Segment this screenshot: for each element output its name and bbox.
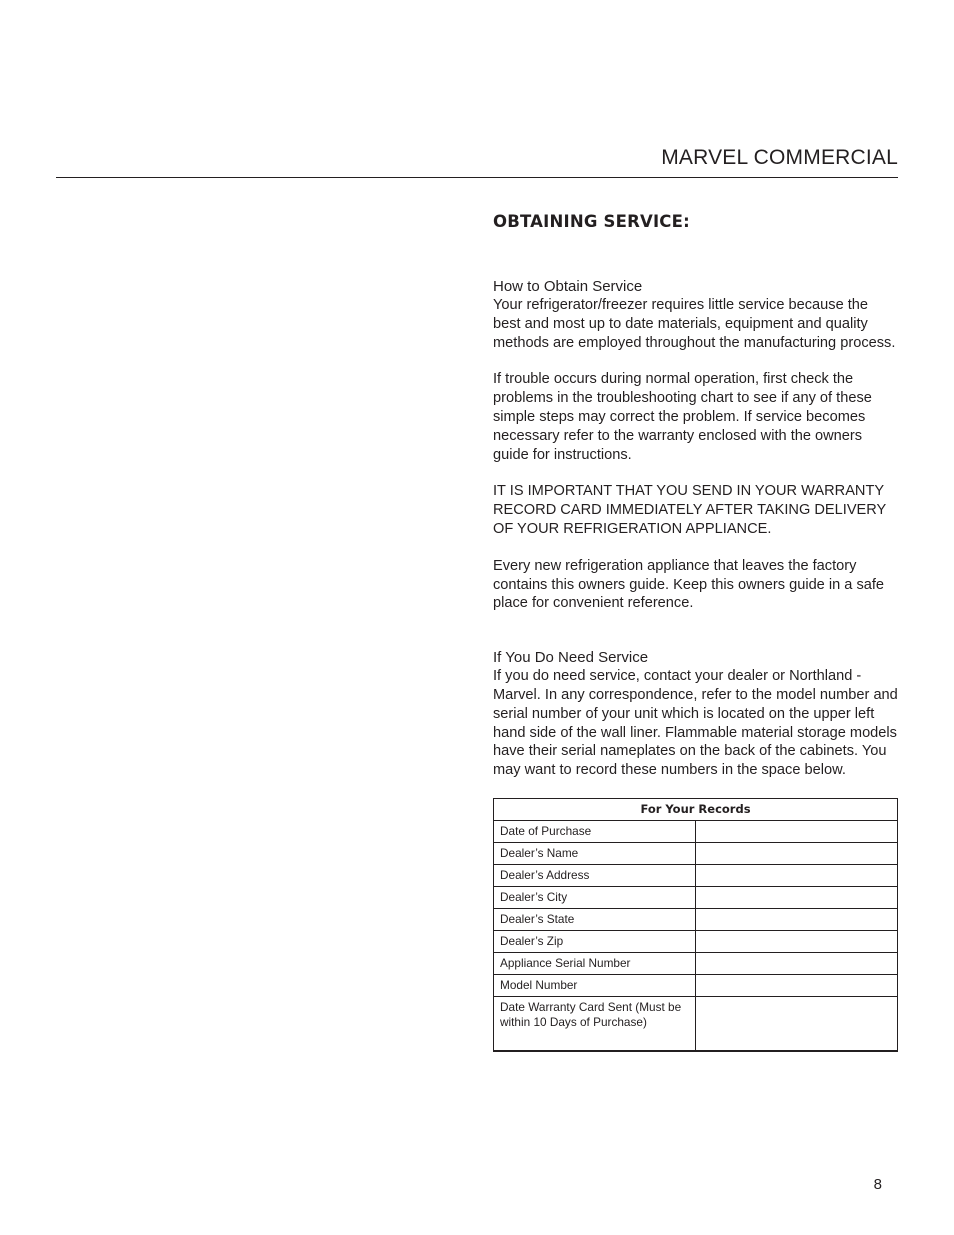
table-row <box>494 842 898 864</box>
main-content <box>493 212 898 1052</box>
header-divider <box>56 177 898 178</box>
paragraph-warranty-notice: IT IS IMPORTANT THAT YOU SEND IN YOUR WARRANTY RECORD CARD IMMEDIATELY AFTER TAKING DELIVERY OF YOUR REFRIGERATION APPLIANCE. <box>493 483 887 537</box>
record-label-dealers-zip: Dealer’s Zip <box>494 930 696 952</box>
table-row <box>494 886 898 908</box>
record-field-dealers-zip[interactable] <box>696 930 898 952</box>
record-label-dealers-city: Dealer’s City <box>494 886 696 908</box>
table-row <box>494 974 898 996</box>
records-table-title: For Your Records <box>494 798 898 820</box>
record-label-date-warranty-card-sent: Date Warranty Card Sent (Must be within 10 Days of Purchase) <box>494 996 696 1051</box>
record-field-dealers-state[interactable] <box>696 908 898 930</box>
running-header-title: MARVEL COMMERCIAL <box>661 146 898 169</box>
record-field-dealers-address[interactable] <box>696 864 898 886</box>
record-field-appliance-serial-number[interactable] <box>696 952 898 974</box>
record-label-date-of-purchase: Date of Purchase <box>494 820 696 842</box>
paragraph-service-intro: Your refrigerator/freezer requires little service because the best and most up to date materials, equipment and quality methods are employed throughout the manufacturing process. <box>493 297 896 351</box>
paragraph-owners-guide: Every new refrigeration appliance that leaves the factory contains this owners guide. Keep this owners guide in a safe place for convenient reference. <box>493 557 885 612</box>
table-row <box>494 820 898 842</box>
record-field-date-warranty-card-sent[interactable] <box>696 996 898 1051</box>
subheading-if-you-need-service: If You Do Need Service <box>493 649 649 667</box>
table-row <box>494 952 898 974</box>
record-label-model-number: Model Number <box>494 974 696 996</box>
paragraph-troubleshooting: If trouble occurs during normal operation, first check the problems in the troubleshooting chart to see if any of these simple steps may correct the problem. If service becomes necessary refer to the warranty enclosed with the owners guide for instructions. <box>493 371 872 463</box>
record-label-appliance-serial-number: Appliance Serial Number <box>494 952 696 974</box>
record-label-dealers-address: Dealer’s Address <box>494 864 696 886</box>
record-field-date-of-purchase[interactable] <box>696 820 898 842</box>
table-row <box>494 930 898 952</box>
section-heading: OBTAINING SERVICE: <box>493 212 690 231</box>
page-number: 8 <box>873 1176 882 1193</box>
record-label-dealers-name: Dealer’s Name <box>494 842 696 864</box>
paragraph-contact-dealer: If you do need service, contact your dealer or Northland - Marvel. In any correspondence, refer to the model number and serial number of your unit which is located on the upper left hand side of the wall liner. Flammable material storage models have their serial nameplates on the back of the cabinets. You may want to record these numbers in the space below. <box>493 668 898 779</box>
subheading-how-to-obtain-service: How to Obtain Service <box>493 278 643 295</box>
record-field-dealers-city[interactable] <box>696 886 898 908</box>
record-label-dealers-state: Dealer’s State <box>494 908 696 930</box>
record-field-model-number[interactable] <box>696 974 898 996</box>
table-row <box>494 864 898 886</box>
records-table <box>493 798 898 1052</box>
table-row <box>494 996 898 1051</box>
record-field-dealers-name[interactable] <box>696 842 898 864</box>
table-row <box>494 908 898 930</box>
